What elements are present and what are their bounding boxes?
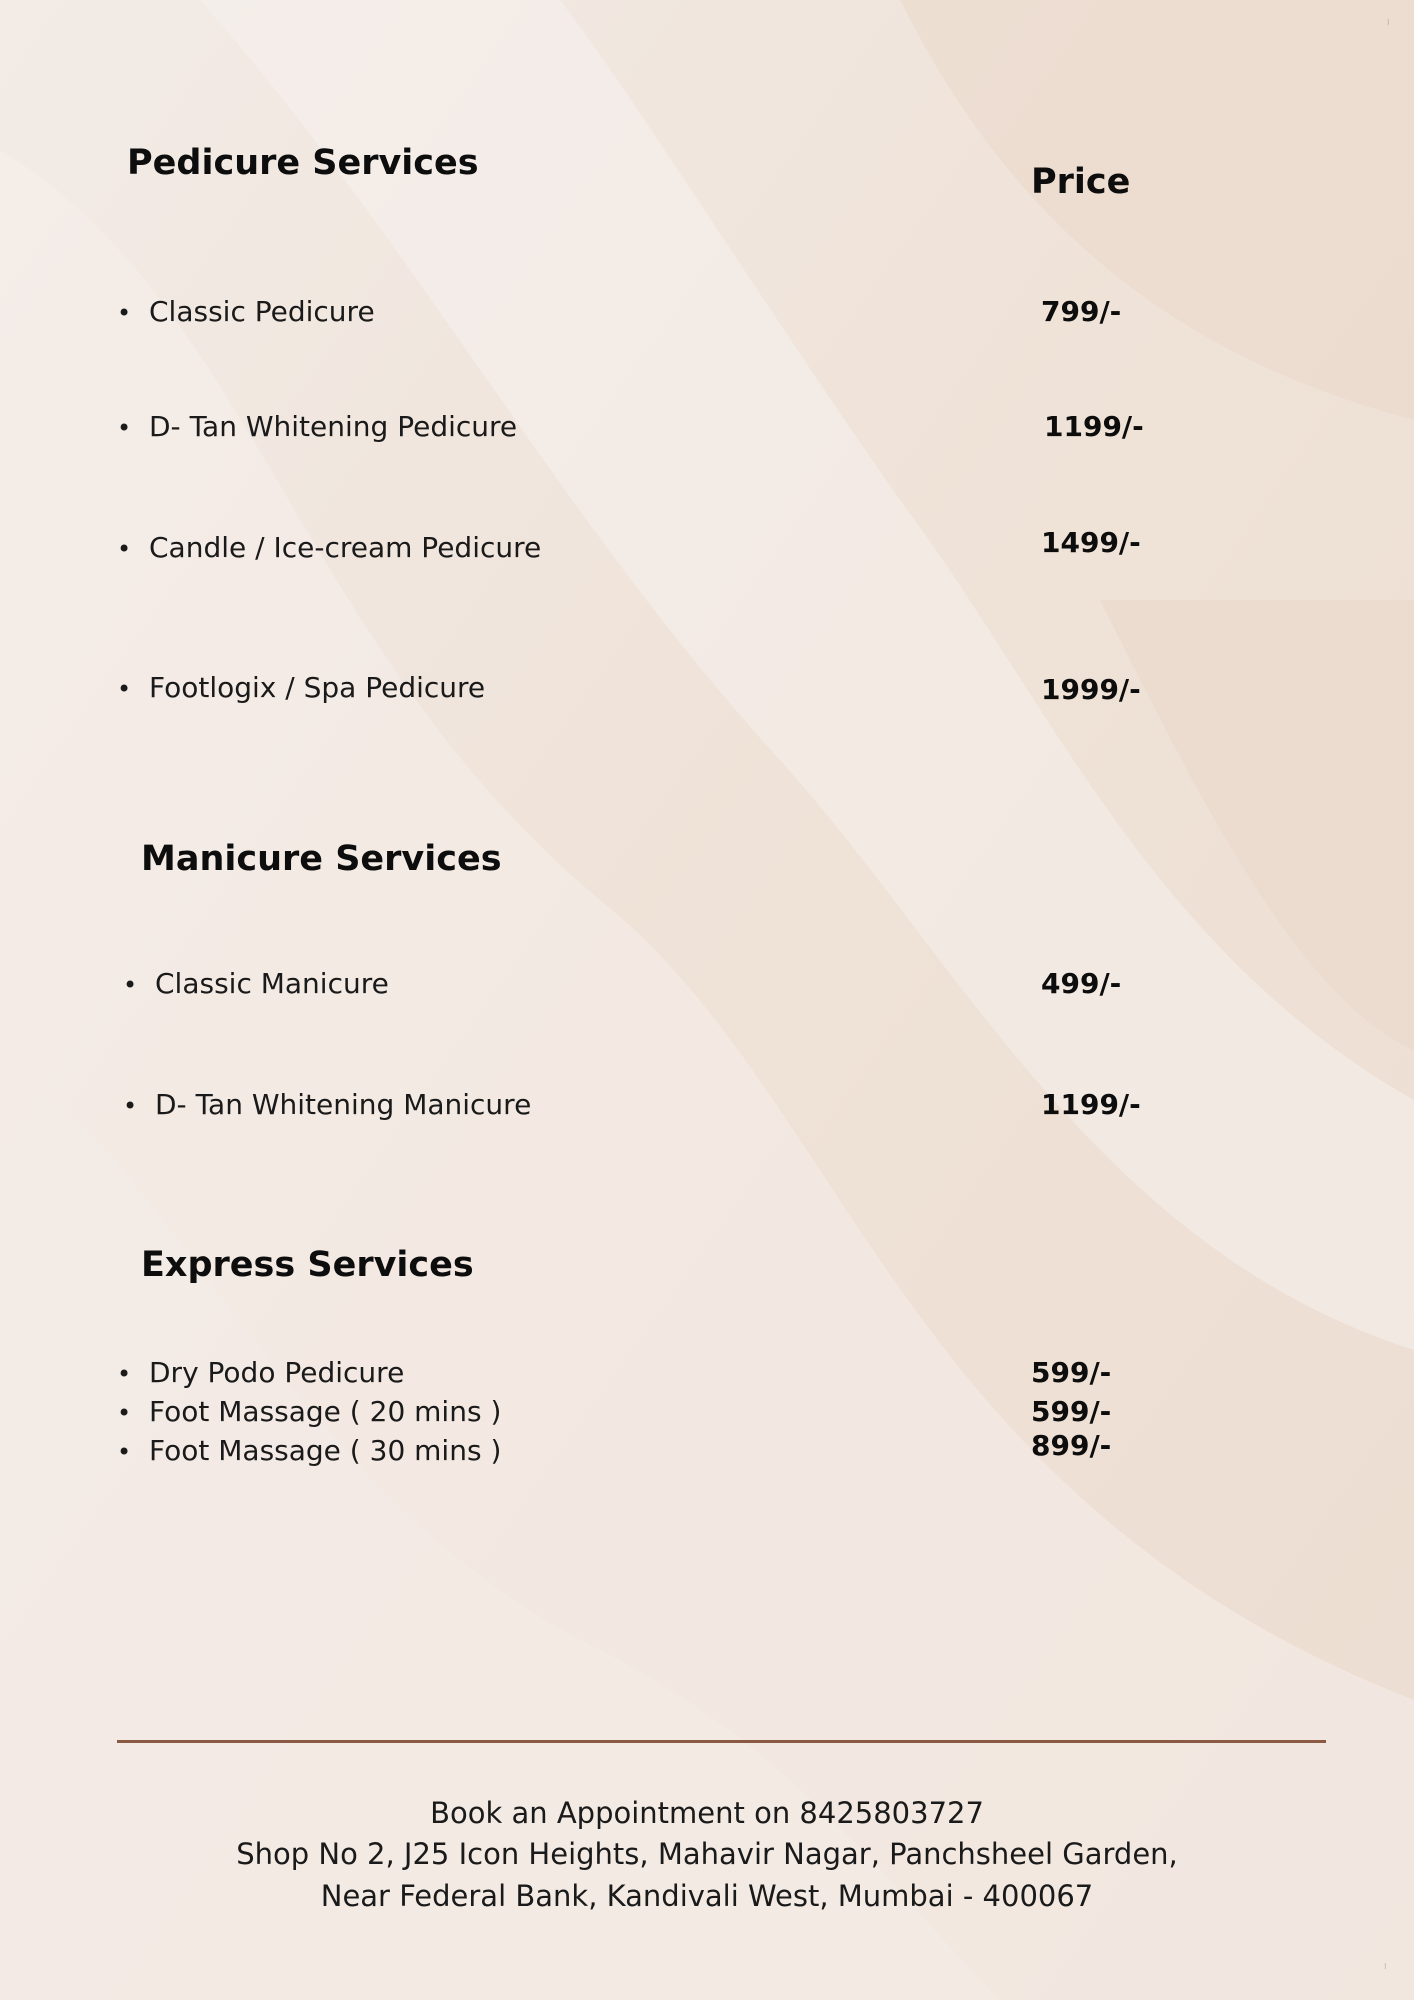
address-line-1: Shop No 2, J25 Icon Heights, Mahavir Nagar, Panchsheel Garden, <box>236 1837 1178 1871</box>
bullet-icon: • <box>117 1360 132 1388</box>
bullet-icon: • <box>117 414 132 442</box>
list-item <box>123 967 389 1002</box>
service-price: 499/- <box>1041 967 1122 1000</box>
service-name: Dry Podo Pedicure <box>149 1356 405 1389</box>
bullet-icon: • <box>123 1092 138 1120</box>
bullet-icon: • <box>117 675 132 703</box>
service-price: 1199/- <box>1044 410 1144 443</box>
list-item <box>123 1088 531 1123</box>
service-name: Classic Pedicure <box>149 295 375 328</box>
service-name: Foot Massage ( 30 mins ) <box>149 1434 502 1467</box>
corner-marker-icon: ⁝ <box>1387 18 1390 27</box>
list-item <box>117 1356 404 1391</box>
manicure-section-title: Manicure Services <box>141 839 502 879</box>
service-price: 899/- <box>1031 1429 1112 1462</box>
pedicure-section-title: Pedicure Services <box>127 143 479 183</box>
price-column-header: Price <box>1031 162 1131 202</box>
appointment-line: Book an Appointment on 8425803727 <box>430 1796 984 1830</box>
express-section-title: Express Services <box>141 1245 474 1285</box>
service-price: 799/- <box>1041 295 1122 328</box>
service-name: D- Tan Whitening Pedicure <box>149 410 518 443</box>
bullet-icon: • <box>123 971 138 999</box>
service-price: 599/- <box>1031 1356 1112 1389</box>
service-price: 1199/- <box>1041 1088 1141 1121</box>
bullet-icon: • <box>117 1438 132 1466</box>
service-price: 1999/- <box>1041 673 1141 706</box>
address-line-2: Near Federal Bank, Kandivali West, Mumbai - 400067 <box>320 1879 1094 1913</box>
bullet-icon: • <box>117 299 132 327</box>
service-name: Footlogix / Spa Pedicure <box>149 671 486 704</box>
service-name: D- Tan Whitening Manicure <box>155 1088 532 1121</box>
service-price: 599/- <box>1031 1395 1112 1428</box>
list-item <box>117 671 485 706</box>
list-item <box>117 1395 501 1430</box>
list-item <box>117 1434 501 1469</box>
corner-marker-icon: ⁝ <box>1384 1962 1387 1971</box>
footer-divider <box>117 1740 1326 1743</box>
service-name: Classic Manicure <box>155 967 389 1000</box>
service-name: Candle / Ice-cream Pedicure <box>149 531 542 564</box>
list-item <box>117 531 541 566</box>
list-item <box>117 410 517 445</box>
bullet-icon: • <box>117 1399 132 1427</box>
service-name: Foot Massage ( 20 mins ) <box>149 1395 502 1428</box>
service-price: 1499/- <box>1041 526 1141 559</box>
list-item <box>117 295 375 330</box>
bullet-icon: • <box>117 535 132 563</box>
